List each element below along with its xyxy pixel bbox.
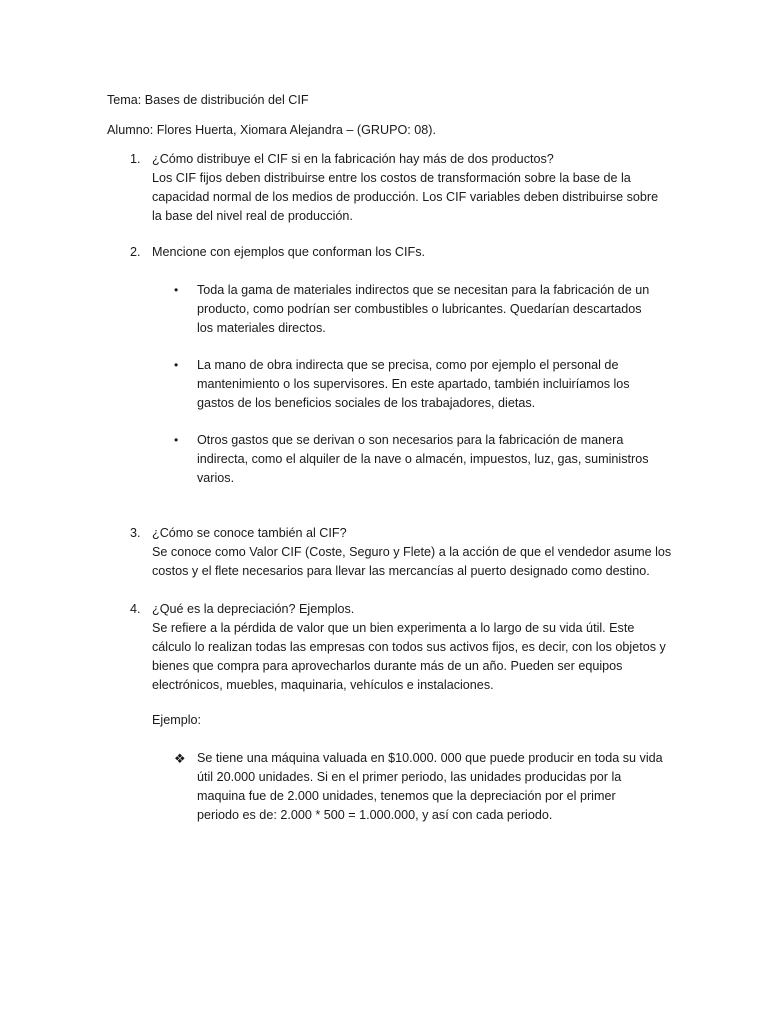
question-4-text: ¿Qué es la depreciación? Ejemplos. — [152, 602, 355, 616]
student-line: Alumno: Flores Huerta, Xiomara Alejandra – (GRUPO: 08). — [107, 123, 436, 137]
question-2-block — [152, 243, 672, 262]
bullet-1-line-1: Toda la gama de materiales indirectos que se necesitan para la fabricación de un — [197, 283, 650, 297]
bullet-item-2 — [197, 356, 667, 413]
question-1-block — [152, 150, 672, 226]
bullet-1-line-3: los materiales directos. — [197, 321, 326, 335]
bullet-3-line-1: Otros gastos que se derivan o son necesarios para la fabricación de manera — [197, 433, 624, 447]
topic-line: Tema: Bases de distribución del CIF — [107, 93, 309, 107]
example-line-1: Se tiene una máquina valuada en $10.000. 000 que puede producir en toda su vida — [197, 751, 663, 765]
bullet-3-line-2: indirecta, como el alquiler de la nave o almacén, impuestos, luz, gas, suministros — [197, 452, 649, 466]
diamond-bullet-icon: ❖ — [174, 751, 186, 766]
example-line-3: maquina fue de 2.000 unidades, tenemos que la depreciación por el primer — [197, 789, 616, 803]
answer-4-line-3: bienes que compra para aprovecharlos durante más de un año. Pueden ser equipos — [152, 659, 623, 673]
example-line-2: útil 20.000 unidades. Si en el primer periodo, las unidades producidas por la — [197, 770, 622, 784]
question-3-number: 3. — [130, 526, 141, 540]
answer-1-line-1: Los CIF fijos deben distribuirse entre los costos de transformación sobre la base de la — [152, 171, 631, 185]
answer-4-line-1: Se refiere a la pérdida de valor que un bien experimenta a lo largo de su vida útil. Este — [152, 621, 635, 635]
bullet-item-1 — [197, 281, 667, 338]
question-2-text: Mencione con ejemplos que conforman los CIFs. — [152, 245, 425, 259]
question-4-number: 4. — [130, 602, 141, 616]
answer-4-line-4: electrónicos, muebles, maquinaria, vehículos e instalaciones. — [152, 678, 494, 692]
example-label — [152, 711, 672, 730]
bullet-item-3 — [197, 431, 667, 488]
answer-3-line-1: Se conoce como Valor CIF (Coste, Seguro y Flete) a la acción de que el vendedor asume los — [152, 545, 672, 559]
answer-3-line-2: costos y el flete necesarios para llevar las mercancías al puerto designado como destino. — [152, 564, 650, 578]
question-1-text: ¿Cómo distribuye el CIF si en la fabricación hay más de dos productos? — [152, 152, 554, 166]
example-item — [197, 749, 667, 825]
question-3-block — [152, 524, 672, 581]
bullet-2-line-3: gastos de los beneficios sociales de los trabajadores, dietas. — [197, 396, 536, 410]
question-4-block — [152, 600, 672, 695]
bullet-1-line-2: producto, como podrían ser combustibles o lubricantes. Quedarían descartados — [197, 302, 642, 316]
answer-4-line-2: cálculo lo realizan todas las empresas con todos sus activos fijos, es decir, con los objetos y — [152, 640, 666, 654]
example-line-4: periodo es de: 2.000 * 500 = 1.000.000, y así con cada periodo. — [197, 808, 553, 822]
question-3-text: ¿Cómo se conoce también al CIF? — [152, 526, 347, 540]
question-2-number: 2. — [130, 245, 141, 259]
answer-1-line-2: capacidad normal de los medios de producción. Los CIF variables deben distribuirse sobre — [152, 190, 659, 204]
bullet-icon: • — [174, 283, 179, 297]
bullet-3-line-3: varios. — [197, 471, 235, 485]
bullet-2-line-2: mantenimiento o los supervisores. En este apartado, también incluiríamos los — [197, 377, 630, 391]
bullet-icon: • — [174, 358, 179, 372]
bullet-2-line-1: La mano de obra indirecta que se precisa, como por ejemplo el personal de — [197, 358, 619, 372]
question-1-number: 1. — [130, 152, 141, 166]
bullet-icon: • — [174, 433, 179, 447]
answer-1-line-3: la base del nivel real de producción. — [152, 209, 353, 223]
example-label-text: Ejemplo: — [152, 713, 201, 727]
